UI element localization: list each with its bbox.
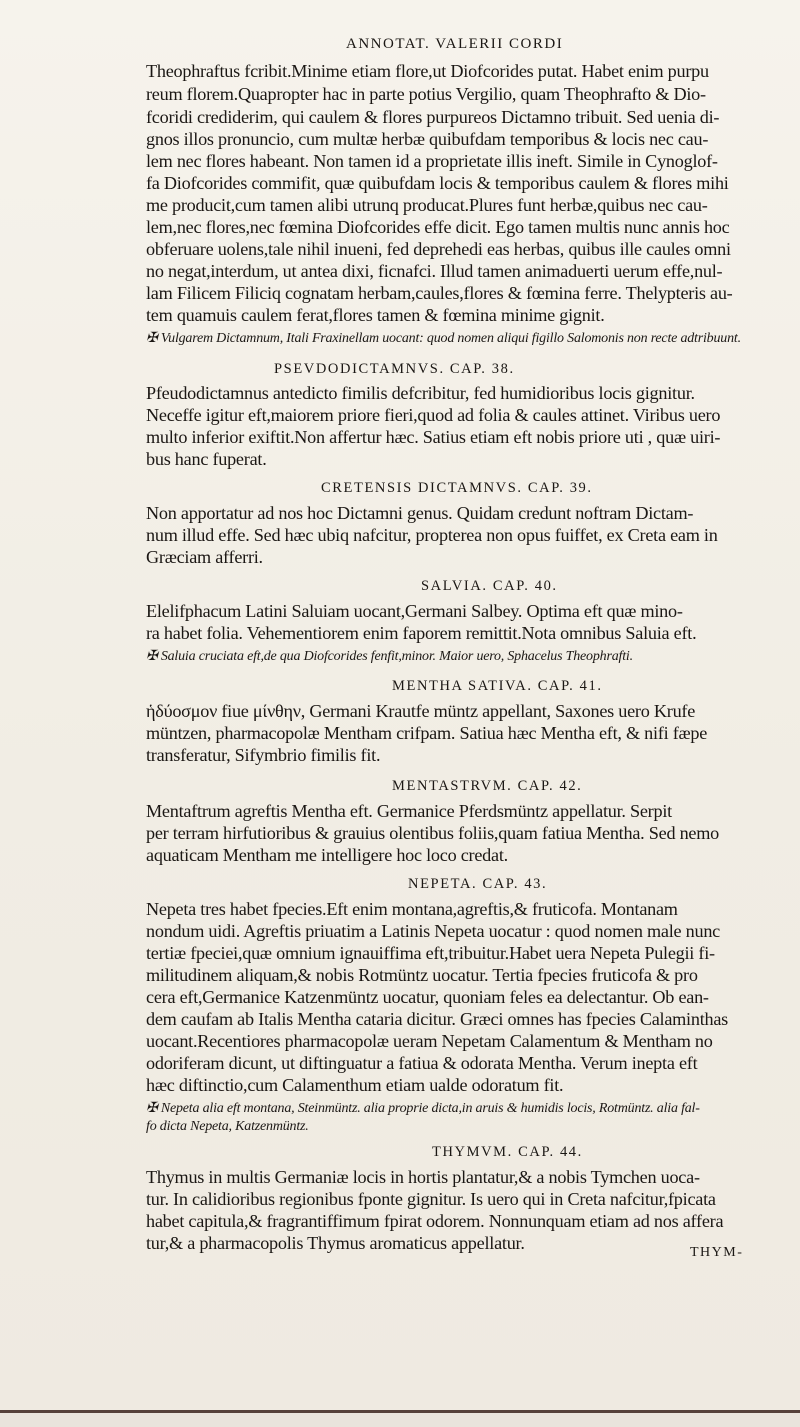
paragraph-line: lem,nec flores,nec fœmina Diofcorides effe dicit. Ego tamen multis nunc annis hoc — [146, 217, 730, 237]
chapter-heading: PSEVDODICTAMNVS. CAP. 38. — [274, 361, 515, 377]
paragraph-line: habet capitula,& fragrantiffimum fpirat odorem. Nonnunquam etiam ad nos affera — [146, 1211, 724, 1231]
paragraph-line: tur. In calidioribus regionibus fponte gignitur. Is uero qui in Creta nafcitur,fpicata — [146, 1189, 716, 1209]
paragraph-line: transferatur, Sifymbrio fimilis fit. — [146, 745, 381, 765]
paragraph-line: aquaticam Mentham me intelligere hoc loco credat. — [146, 845, 508, 865]
paragraph-line: gnos illos pronuncio, cum multæ herbæ quibufdam temporibus & locis nec cau- — [146, 129, 709, 149]
paragraph-line: ra habet folia. Vehementiorem enim faporem remittit.Nota omnibus Saluia eft. — [146, 623, 697, 643]
marginal-note: ✠ Saluia cruciata eft,de qua Diofcorides fenfit,minor. Maior uero, Sphacelus Theophrafti. — [146, 649, 633, 664]
paragraph-line: müntzen, pharmacopolæ Mentham crifpam. Satiua hæc Mentha eft, & nifi fæpe — [146, 723, 708, 743]
paragraph-line: ἡδύοσμον fiue μίνθην, Germani Krautfe müntz appellant, Saxones uero Krufe — [146, 701, 696, 721]
paragraph-line: tem quamuis caulem ferat,flores tamen & fœmina minime gignit. — [146, 305, 605, 325]
chapter-heading: THYMVM. CAP. 44. — [432, 1144, 583, 1160]
paragraph-line: bus hanc fuperat. — [146, 449, 267, 469]
paragraph-line: nondum uidi. Agreftis priuatim a Latinis Nepeta uocatur : quod nomen male nunc — [146, 921, 720, 941]
paragraph-line: obferuare uolens,tale nihil inueni, fed deprehedi eas herbas, quibus ille caules omni — [146, 239, 731, 259]
paragraph-line: num illud effe. Sed hæc ubiq nafcitur, propterea non opus fuiffet, ex Creta eam in — [146, 525, 718, 545]
paragraph-line: lam Filicem Filiciq cognatam herbam,caules,flores & fœmina ferre. Thelypteris au- — [146, 283, 733, 303]
paragraph-line: Pfeudodictamnus antedicto fimilis defcribitur, fed humidioribus locis gignitur. — [146, 383, 695, 403]
paragraph-line: tur,& a pharmacopolis Thymus aromaticus appellatur. — [146, 1233, 525, 1253]
chapter-heading: SALVIA. CAP. 40. — [421, 578, 558, 594]
paragraph-line: me producit,cum tamen alibi utrunq producat.Plures funt herbæ,quibus nec cau- — [146, 195, 708, 215]
paragraph-line: lem nec flores habeant. Non tamen id a proprietate illis ineft. Simile in Cynoglof- — [146, 151, 718, 171]
paragraph-line: multo inferior exiftit.Non affertur hæc. Satius etiam eft nobis priore uti , quæ uiri- — [146, 427, 721, 447]
paragraph-line: Elelifphacum Latini Saluiam uocant,Germani Salbey. Optima eft quæ mino- — [146, 601, 683, 621]
paragraph-line: per terram hirfutioribus & grauius olentibus foliis,quam fatiua Mentha. Sed nemo — [146, 823, 719, 843]
running-head: ANNOTAT. VALERII CORDI — [346, 36, 564, 52]
paragraph-line: fcoridi crediderim, qui caulem & flores purpureos Dictamno tribuit. Sed uenia di- — [146, 107, 720, 127]
chapter-heading: MENTASTRVM. CAP. 42. — [392, 778, 583, 794]
marginal-note: ✠ Vulgarem Dictamnum, Itali Fraxinellam uocant: quod nomen aliqui figillo Salomonis non recte adtribuunt. — [146, 331, 741, 346]
chapter-heading: MENTHA SATIVA. CAP. 41. — [392, 678, 603, 694]
paragraph-line: fa Diofcorides commifit, quæ quibufdam locis & temporibus caulem & flores mihi — [146, 173, 729, 193]
paragraph-line: no negat,interdum, ut antea dixi, ficnafci. Illud tamen animaduerti uerum effe,nul- — [146, 261, 723, 281]
paragraph-line: tertiæ fpeciei,quæ omnium ignauiffima eft,tribuitur.Habet uera Nepeta Pulegii fi- — [146, 943, 715, 963]
catchword: THYM- — [690, 1245, 744, 1260]
marginal-note: ✠ Nepeta alia eft montana, Steinmüntz. alia proprie dicta,in aruis & humidis locis, Rotmüntz. alia fal- — [146, 1101, 700, 1116]
page-bottom-shade — [0, 1413, 800, 1427]
chapter-heading: NEPETA. CAP. 43. — [408, 876, 548, 892]
paragraph-line: Græciam afferri. — [146, 547, 263, 567]
paragraph-line: Theophraftus fcribit.Minime etiam flore,ut Diofcorides putat. Habet enim purpu — [146, 61, 709, 81]
paragraph-line: reum florem.Quapropter hac in parte potius Vergilio, quam Theophrafto & Dio- — [146, 84, 706, 104]
paragraph-line: hæc diftinctio,cum Calamenthum etiam ualde odoratum fit. — [146, 1075, 564, 1095]
paragraph-line: uocant.Recentiores pharmacopolæ ueram Nepetam Calamentum & Mentham no — [146, 1031, 713, 1051]
paragraph-line: Non apportatur ad nos hoc Dictamni genus. Quidam credunt noftram Dictam- — [146, 503, 694, 523]
chapter-heading: CRETENSIS DICTAMNVS. CAP. 39. — [321, 480, 593, 496]
paragraph-line: odoriferam dicunt, ut diftinguatur a fatiua & odorata Mentha. Verum inepta eft — [146, 1053, 698, 1073]
paragraph-line: Neceffe igitur eft,maiorem priore fieri,quod ad folia & caules attinet. Viribus uero — [146, 405, 721, 425]
paragraph-line: Nepeta tres habet fpecies.Eft enim montana,agreftis,& fruticofa. Montanam — [146, 899, 678, 919]
paragraph-line: dem caufam ab Italis Mentha cataria dicitur. Græci omnes has fpecies Calaminthas — [146, 1009, 728, 1029]
marginal-note: fo dicta Nepeta, Katzenmüntz. — [146, 1119, 309, 1134]
paragraph-line: Thymus in multis Germaniæ locis in hortis plantatur,& a nobis Tymchen uoca- — [146, 1167, 700, 1187]
paragraph-line: cera eft,Germanice Katzenmüntz uocatur, quoniam feles ea delectantur. Ob ean- — [146, 987, 709, 1007]
paragraph-line: militudinem aliquam,& nobis Rotmüntz uocatur. Tertia fpecies fruticofa & pro — [146, 965, 698, 985]
paragraph-line: Mentaftrum agreftis Mentha eft. Germanice Pferdsmüntz appellatur. Serpit — [146, 801, 672, 821]
